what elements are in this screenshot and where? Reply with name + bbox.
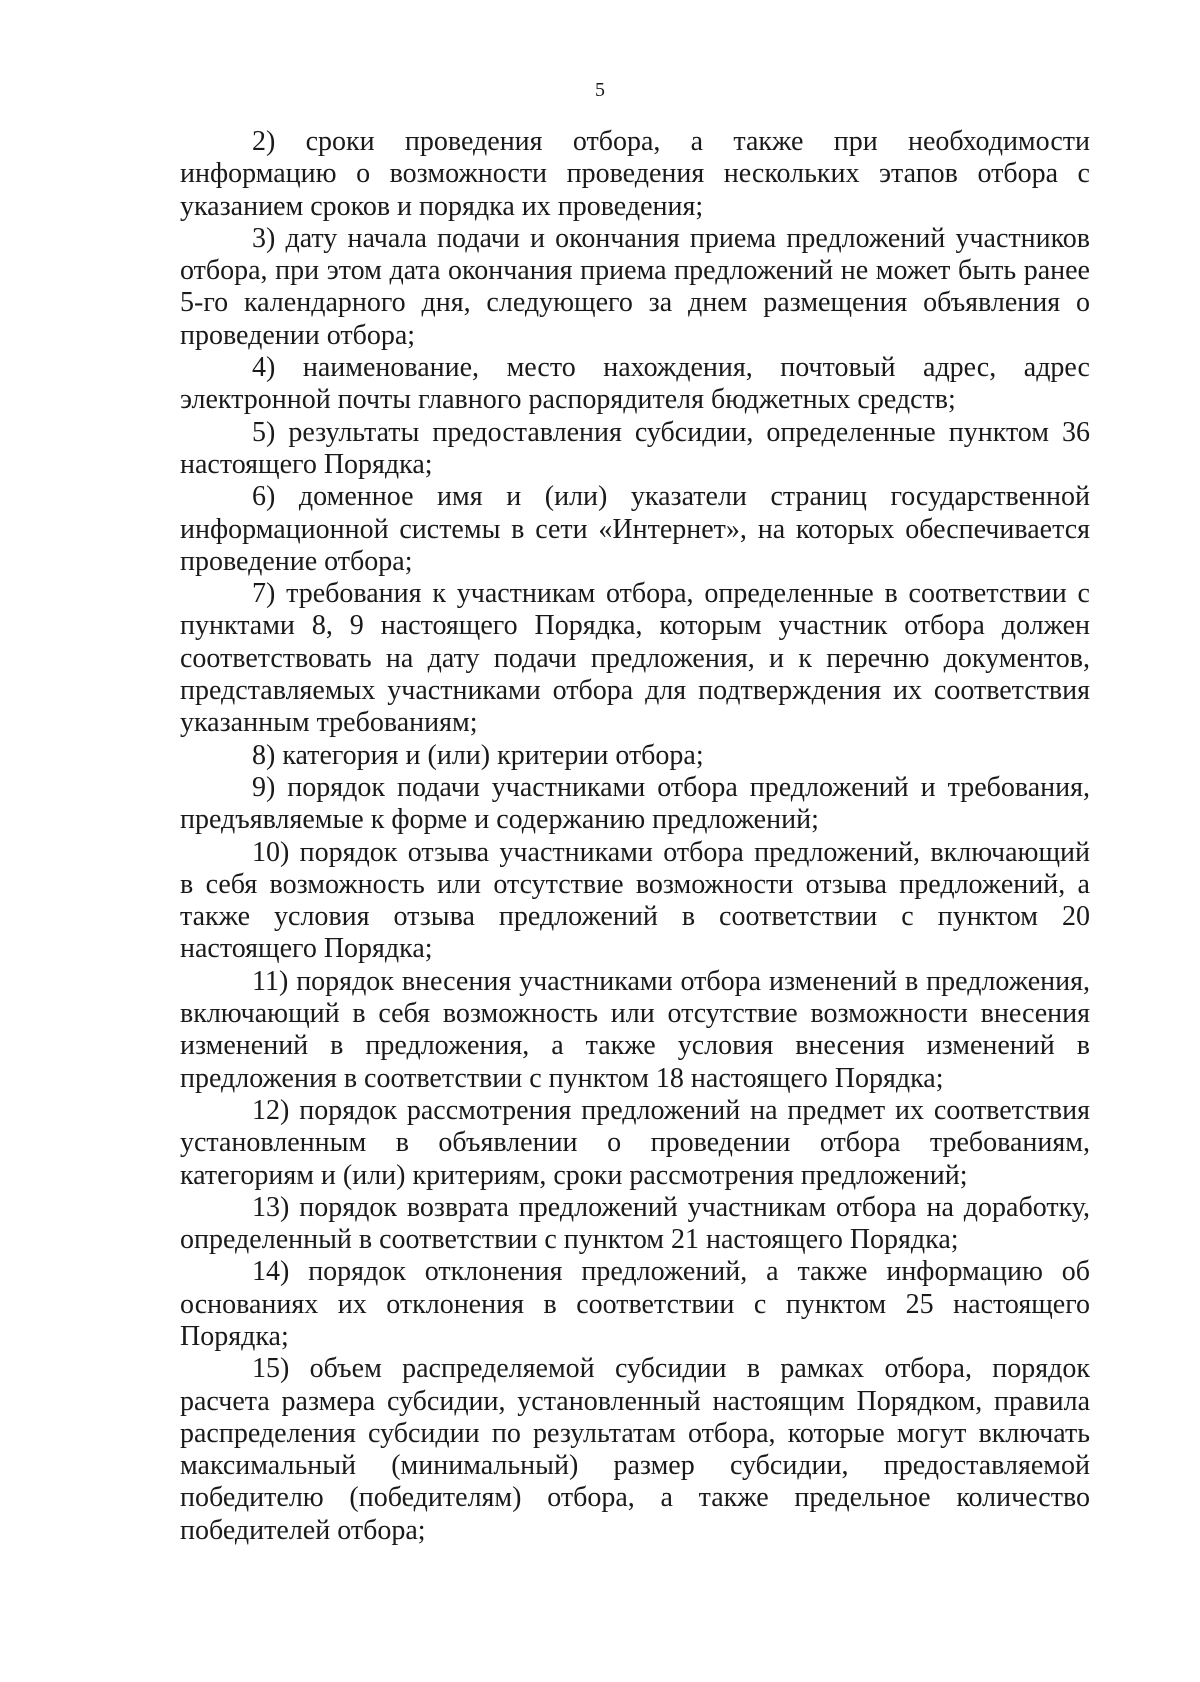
list-item: 13) порядок возврата предложений участникам отбора на доработку, определенный в соответствии с пунктом 21 настоящего Порядка;: [180, 1191, 1090, 1256]
list-item: 8) категория и (или) критерии отбора;: [252, 739, 704, 771]
list-item: 2) сроки проведения отбора, а также при необходимости информацию о возможности проведения нескольких этапов отбора с указанием сроков и порядка их проведения;: [180, 126, 1090, 222]
list-item: 12) порядок рассмотрения предложений на предмет их соответствия установленным в объявлении о проведении отбора требованиям, категориям и (или) критериям, сроки рассмотрения предложений;: [180, 1094, 1090, 1191]
list-item: 7) требования к участникам отбора, определенные в соответствии с пунктами 8, 9 настоящего Порядка, которым участник отбора должен соответствовать на дату подачи предложения, и к перечню документов, представляемых участниками отбора для подтверждения их соответствия указанным требованиям;: [180, 578, 1090, 739]
list-item: 15) объем распределяемой субсидии в рамках отбора, порядок расчета размера субсидии, установленный настоящим Порядком, правила распределения субсидии по результатам отбора, которые могут включать максимальный (минимальный) размер субсидии, предоставляемой победителю (победителям) отбора, а также предельное количество победителей отбора;: [180, 1353, 1090, 1546]
list-item: 10) порядок отзыва участниками отбора предложений, включающий в себя возможность или отсутствие возможности отзыва предложений, а также условия отзыва предложений в соответствии с пунктом 20 настоящего Порядка;: [180, 836, 1090, 965]
list-item: 11) порядок внесения участниками отбора изменений в предложения, включающий в себя возможность или отсутствие возможности внесения изменений в предложения, а также условия внесения изменений в предложения в соответствии с пунктом 18 настоящего Порядка;: [180, 965, 1090, 1094]
list-item: 4) наименование, место нахождения, почтовый адрес, адрес электронной почты главного распорядителя бюджетных средств;: [180, 352, 1090, 416]
list-item: 14) порядок отклонения предложений, а также информацию об основаниях их отклонения в соответствии с пунктом 25 настоящего Порядка;: [180, 1256, 1090, 1352]
page-number: 5: [595, 79, 605, 101]
document-body: [180, 126, 1090, 1547]
list-item: 5) результаты предоставления субсидии, определенные пунктом 36 настоящего Порядка;: [180, 416, 1090, 480]
list-item: 6) доменное имя и (или) указатели страниц государственной информационной системы в сети «Интернет», на которых обеспечивается проведение отбора;: [180, 481, 1090, 577]
list-item: 9) порядок подачи участниками отбора предложений и требования, предъявляемые к форме и содержанию предложений;: [180, 771, 1090, 836]
list-item: 3) дату начала подачи и окончания приема предложений участников отбора, при этом дата окончания приема предложений не может быть ранее 5-го календарного дня, следующего за днем размещения объявления о проведении отбора;: [180, 222, 1090, 351]
